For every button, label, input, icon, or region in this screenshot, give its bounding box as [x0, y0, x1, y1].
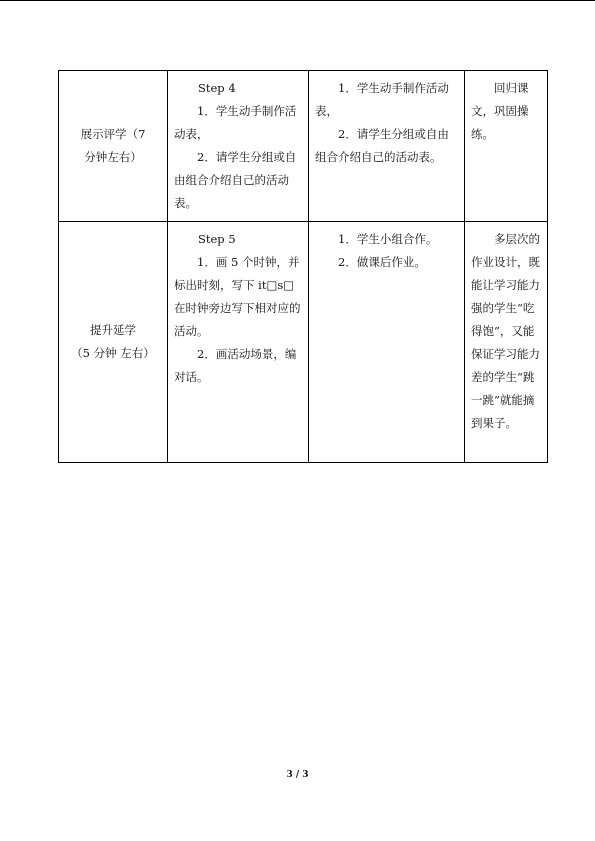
teacher-activity-cell	[168, 222, 309, 463]
teacher-activity-item: 1．画 5 个时钟，并标出时刻，写下 it□s□ 在时钟旁边写下相对应的活动。	[174, 255, 301, 338]
student-activity-item: 1．学生动手制作活动表，	[315, 81, 449, 118]
step-title: Step 5	[198, 232, 236, 246]
stage-cell	[59, 71, 168, 222]
table-row	[59, 71, 548, 222]
purpose-text: 回归课文，巩固操练。	[471, 81, 529, 141]
teacher-activity-item: 1．学生动手制作活动表，	[174, 104, 297, 141]
teacher-activity-item: 2．画活动场景，编对话。	[174, 347, 297, 384]
teacher-activity-item: 2．请学生分组或自由组合介绍自己的活动表。	[174, 150, 297, 210]
page-number: 3 / 3	[286, 770, 309, 780]
stage-label-line-2: （5 分钟 左右）	[71, 346, 155, 360]
stage-cell	[59, 222, 168, 463]
purpose-cell	[465, 71, 548, 222]
table-row	[59, 222, 548, 463]
teacher-activity-cell	[168, 71, 309, 222]
stage-label-line-2: 分钟左右）	[84, 150, 142, 164]
student-activity-item: 1．学生小组合作。	[338, 232, 438, 246]
stage-label-line-1: 提升延学	[90, 323, 136, 337]
stage-label-line-1: 展示评学（7	[80, 127, 146, 141]
step-title: Step 4	[198, 81, 236, 95]
student-activity-cell	[309, 71, 465, 222]
lesson-plan-table	[58, 70, 548, 463]
student-activity-item: 2．请学生分组或自由组合介绍自己的活动表。	[315, 127, 449, 164]
purpose-cell	[465, 222, 548, 463]
student-activity-item: 2．做课后作业。	[338, 255, 426, 269]
purpose-text: 多层次的作业设计，既能让学习能力强的学生“吃得饱”，又能保证学习能力差的学生“跳一跳”就能摘到果子。	[471, 232, 540, 430]
student-activity-cell	[309, 222, 465, 463]
page-top-rule	[0, 0, 595, 1]
